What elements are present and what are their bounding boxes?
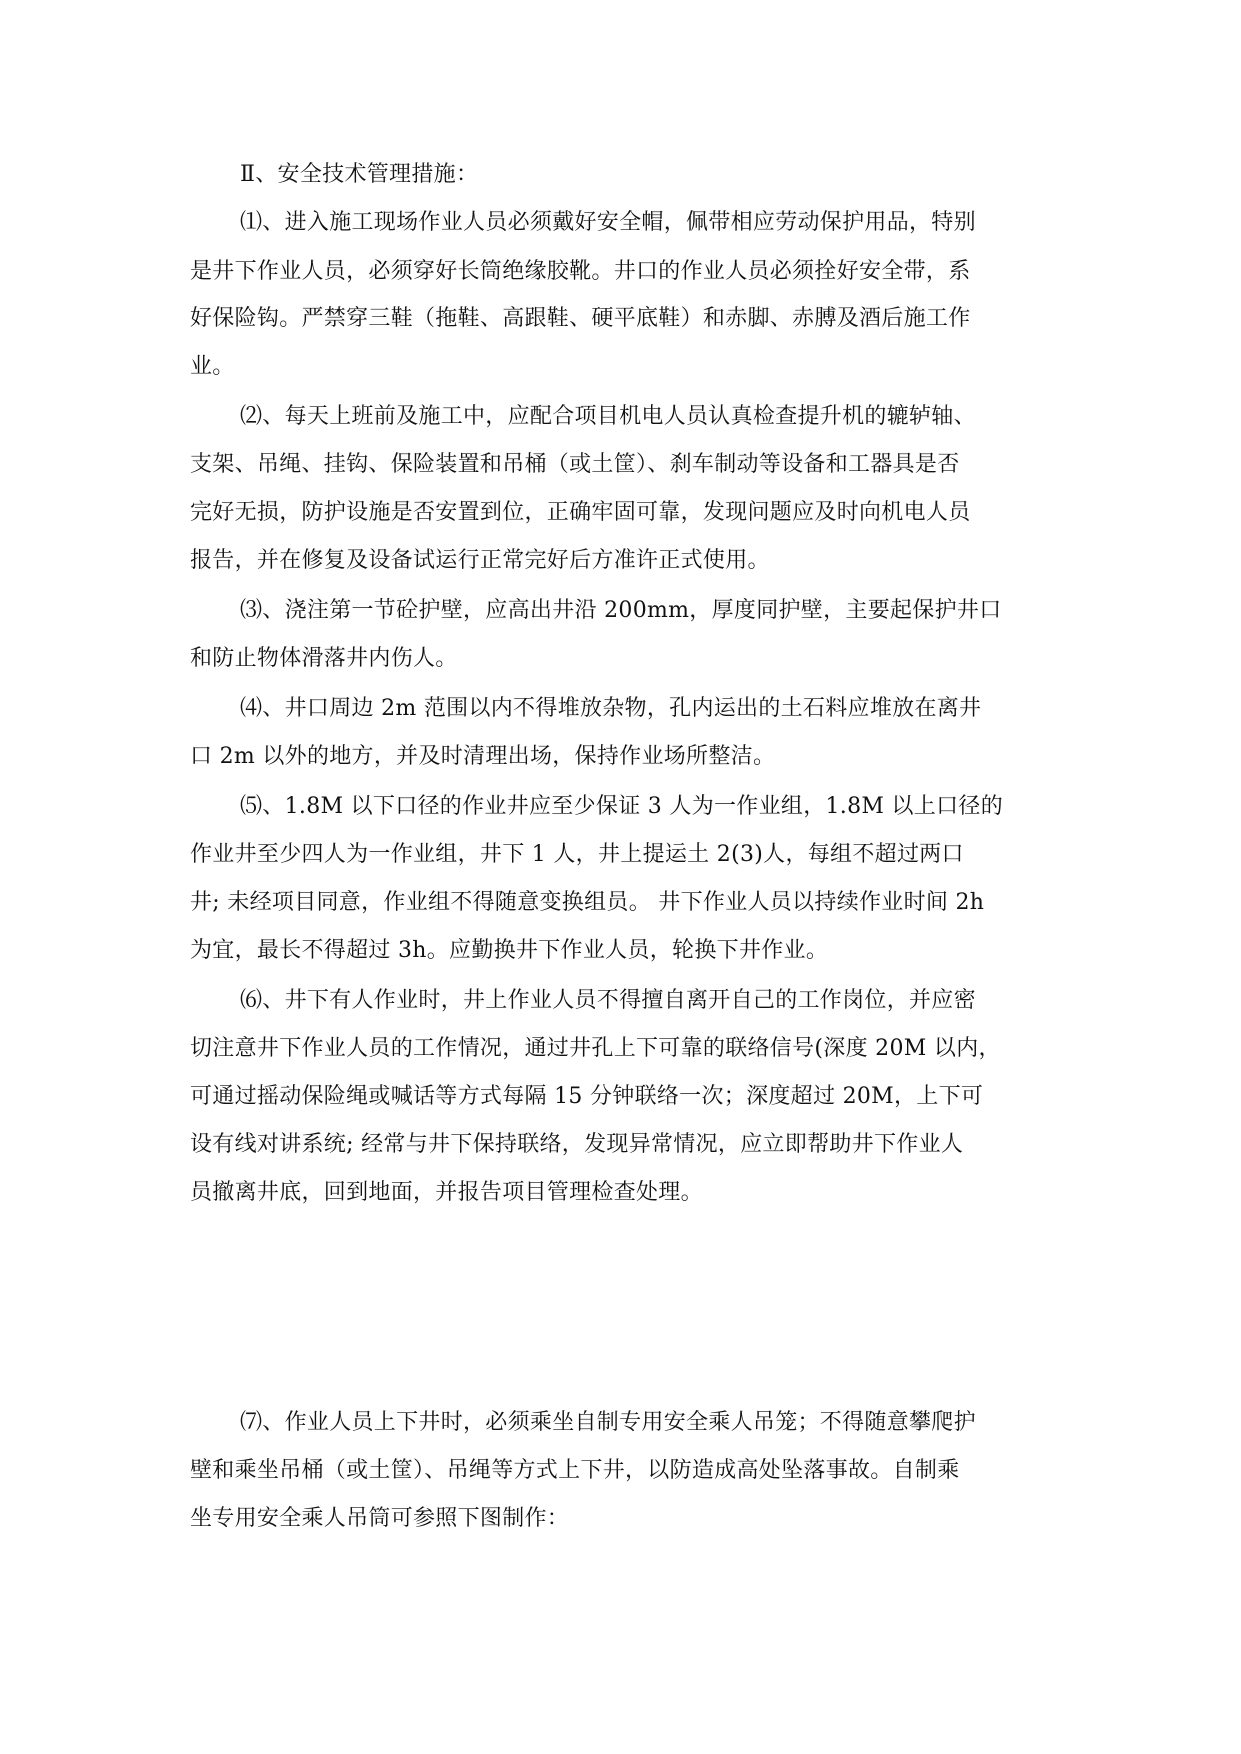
item5-line-1: ⑸、1.8M 以下口径的作业井应至少保证 3 人为一作业组，1.8M 以上口径的 [240,794,1003,819]
item2-line-1: ⑵、每天上班前及施工中，应配合项目机电人员认真检查提升机的辘轳轴、 [240,404,976,429]
item5-line-4: 为宜，最长不得超过 3h。应勤换井下作业人员，轮换下井作业。 [190,938,829,963]
item5-line-3: 井; 未经项目同意，作业组不得随意变换组员。 井下作业人员以持续作业时间 2h [190,890,985,915]
item4-line-1: ⑷、井口周边 2m 范围以内不得堆放杂物，孔内运出的土石料应堆放在离井 [240,696,982,721]
item6-line-2: 切注意井下作业人员的工作情况，通过井孔上下可靠的联络信号(深度 20M 以内， [190,1036,1001,1061]
item6-line-1: ⑹、井下有人作业时，井上作业人员不得擅自离开自己的工作岗位，并应密 [240,988,976,1013]
section-heading: Ⅱ、安全技术管理措施： [240,162,479,187]
item5-line-2: 作业井至少四人为一作业组，井下 1 人，井上提运土 2(3)人，每组不超过两口 [190,842,964,867]
item6-line-5: 员撤离井底，回到地面，并报告项目管理检查处理。 [190,1180,703,1205]
item1-line-2: 是井下作业人员，必须穿好长筒绝缘胶靴。井口的作业人员必须拴好安全带，系 [190,259,971,284]
item4-line-2: 口 2m 以外的地方，并及时清理出场，保持作业场所整洁。 [190,744,776,769]
item1-line-3: 好保险钩。严禁穿三鞋（拖鞋、高跟鞋、硬平底鞋）和赤脚、赤膊及酒后施工作 [190,306,971,331]
item3-line-2: 和防止物体滑落井内伤人。 [190,646,458,671]
item3-line-1: ⑶、浇注第一节砼护壁，应高出井沿 200mm，厚度同护壁，主要起保护井口 [240,598,1002,623]
item7-line-2: 壁和乘坐吊桶（或土筐）、吊绳等方式上下井，以防造成高处坠落事故。自制乘 [190,1458,960,1483]
item2-line-3: 完好无损，防护设施是否安置到位，正确牢固可靠，发现问题应及时向机电人员 [190,500,971,525]
item2-line-2: 支架、吊绳、挂钩、保险装置和吊桶（或土筐）、刹车制动等设备和工器具是否 [190,452,960,477]
item2-line-4: 报告，并在修复及设备试运行正常完好后方准许正式使用。 [190,548,770,573]
item7-line-1: ⑺、作业人员上下井时，必须乘坐自制专用安全乘人吊笼；不得随意攀爬护 [240,1410,976,1435]
item6-line-4: 设有线对讲系统; 经常与井下保持联络，发现异常情况，应立即帮助井下作业人 [190,1132,964,1157]
item6-line-3: 可通过摇动保险绳或喊话等方式每隔 15 分钟联络一次；深度超过 20M，上下可 [190,1084,984,1109]
item1-line-1: ⑴、进入施工现场作业人员必须戴好安全帽，佩带相应劳动保护用品，特别 [240,210,976,235]
item1-line-4: 业。 [190,354,235,379]
item7-line-3: 坐专用安全乘人吊筒可参照下图制作： [190,1506,570,1531]
